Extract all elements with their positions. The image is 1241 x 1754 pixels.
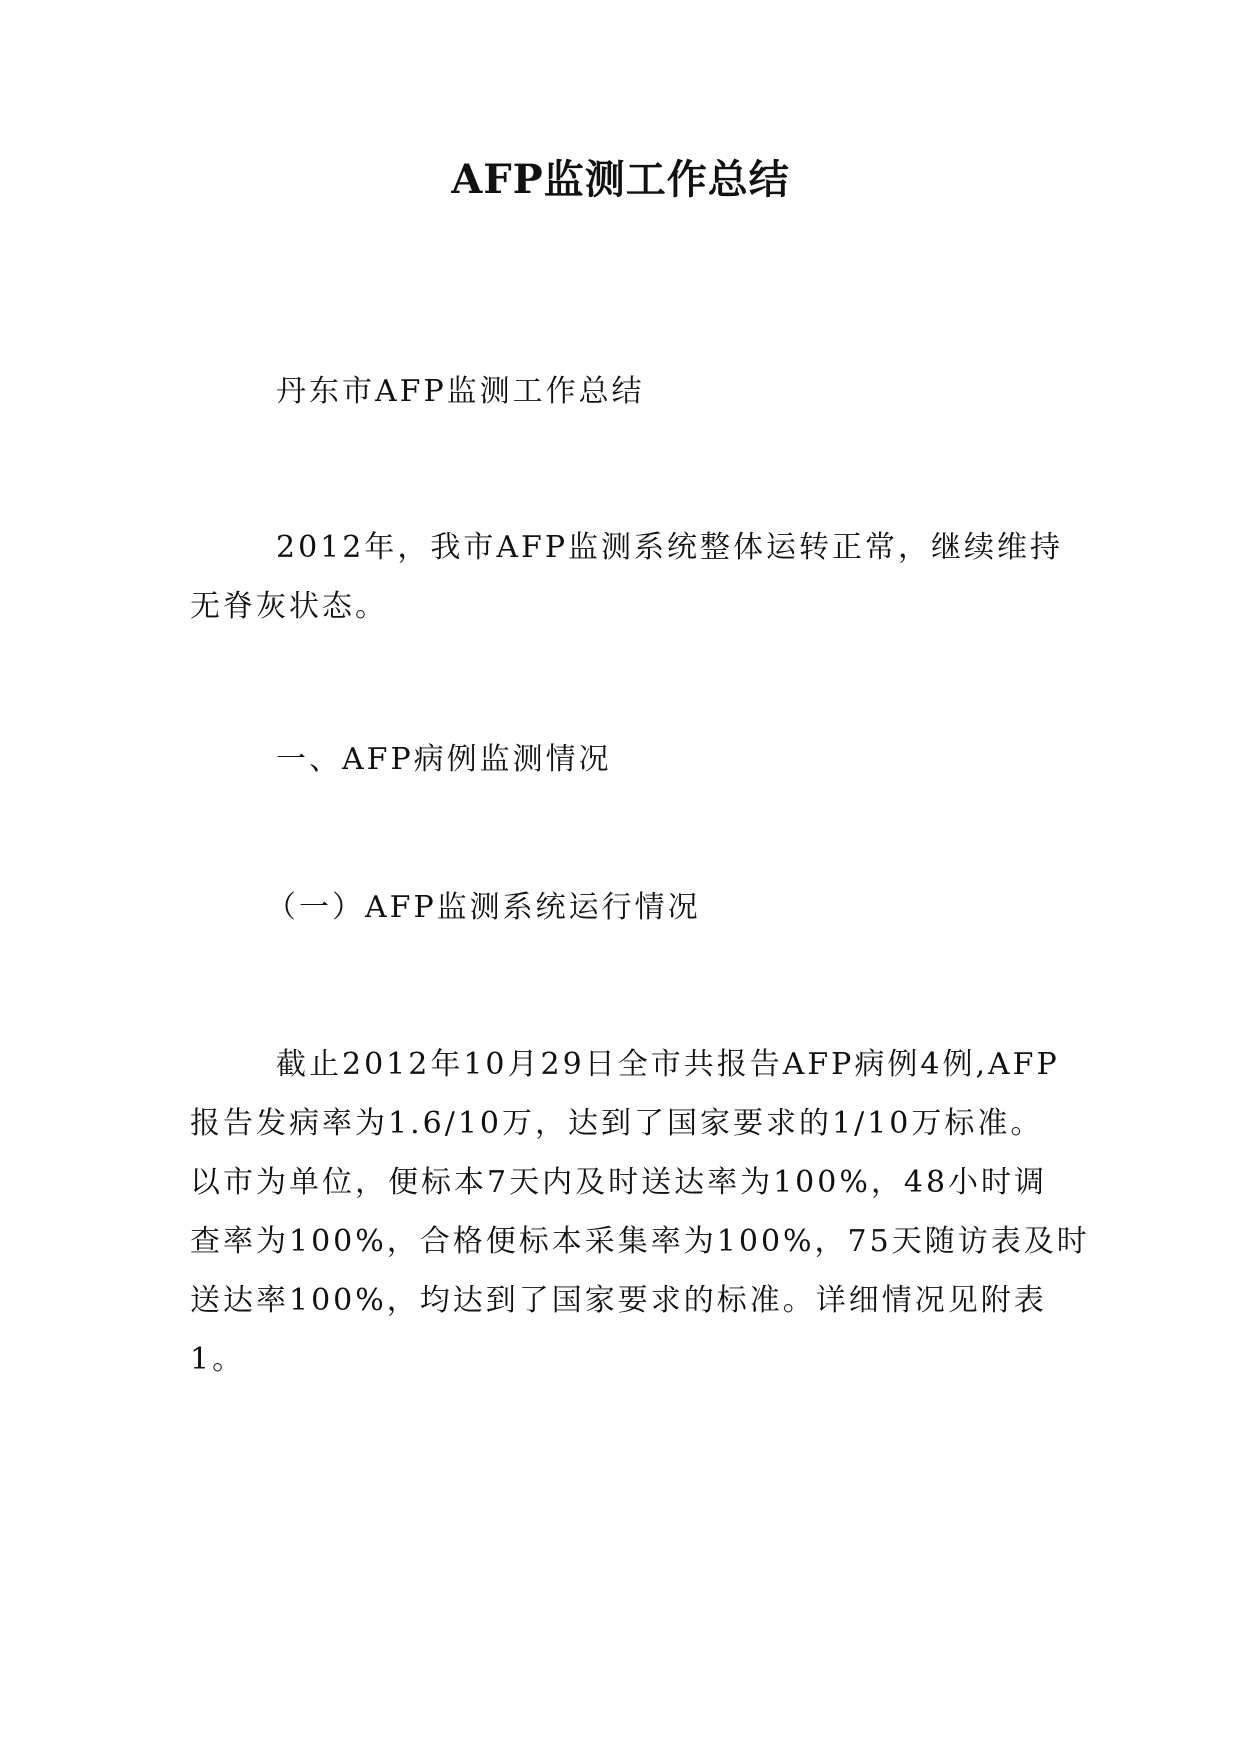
body-line-5: 送达率100%，均达到了国家要求的标准。详细情况见附表 — [190, 1283, 1047, 1318]
body-line-6: 1。 — [190, 1342, 246, 1377]
document-subtitle: 丹东市AFP监测工作总结 — [276, 374, 645, 409]
body-line-3: 以市为单位，便标本7天内及时送达率为100%，48小时调 — [190, 1165, 1048, 1200]
intro-line-1: 2012年，我市AFP监测系统整体运转正常，继续维持 — [276, 530, 1064, 565]
body-line-4: 查率为100%，合格便标本采集率为100%，75天随访表及时 — [190, 1224, 1090, 1259]
intro-line-2: 无脊灰状态。 — [190, 589, 388, 624]
document-title: AFP监测工作总结 — [451, 156, 790, 203]
subsection-heading: （一）AFP监测系统运行情况 — [266, 890, 701, 925]
section-heading: 一、AFP病例监测情况 — [276, 742, 612, 777]
intro-paragraph — [190, 518, 1064, 636]
body-line-1: 截止2012年10月29日全市共报告AFP病例4例,AFP — [276, 1047, 1060, 1082]
body-paragraph — [190, 1035, 1090, 1389]
body-line-2: 报告发病率为1.6/10万，达到了国家要求的1/10万标准。 — [190, 1106, 1044, 1141]
